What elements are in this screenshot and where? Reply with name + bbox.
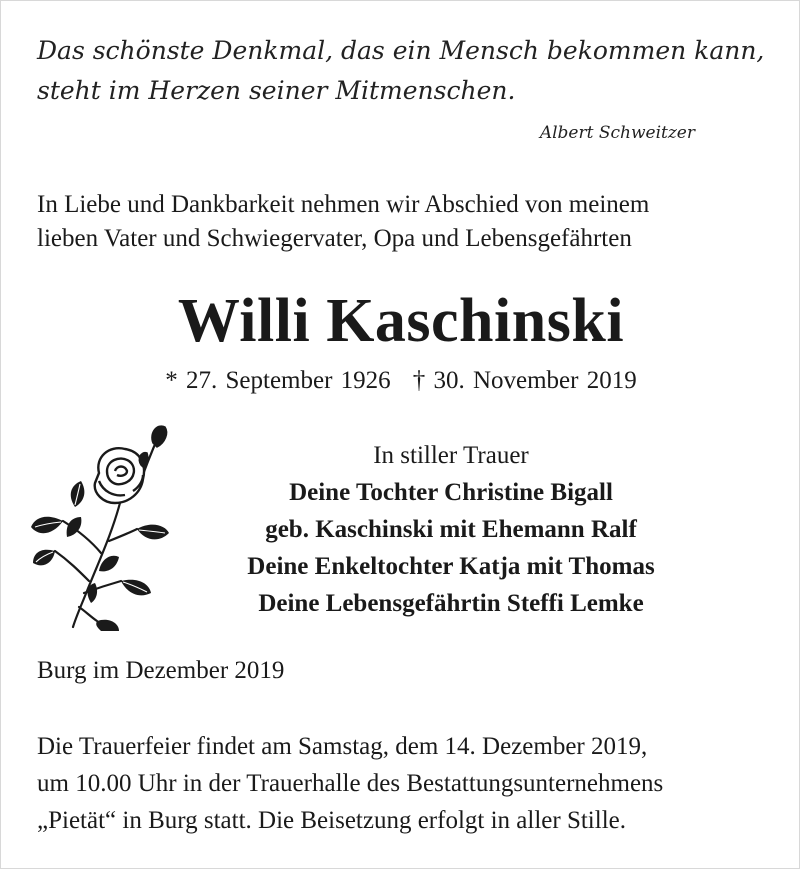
intro-line-1: In Liebe und Dankbarkeit nehmen wir Abschied von meinem <box>37 191 650 218</box>
deceased-name: Willi Kaschinski <box>177 287 625 355</box>
mourners-lead: In stiller Trauer <box>373 442 529 469</box>
funeral-info <box>37 728 777 839</box>
mourner-line-1: Deine Tochter Christine Bigall <box>289 479 613 506</box>
birth-date: * 27. September 1926 <box>165 367 391 394</box>
funeral-info-line-2: um 10.00 Uhr in der Trauerhalle des Bestattungsunternehmens <box>37 770 664 797</box>
quote-line-2: steht im Herzen seiner Mitmenschen. <box>37 76 516 105</box>
intro-line-2: lieben Vater und Schwiegervater, Opa und Lebensgefährten <box>37 225 632 252</box>
death-date: † 30. November 2019 <box>412 367 637 394</box>
mourners-block <box>151 437 751 622</box>
place-and-date: Burg im Dezember 2019 <box>37 657 285 684</box>
mourner-line-3: Deine Enkeltochter Katja mit Thomas <box>247 553 655 580</box>
mourner-line-2: geb. Kaschinski mit Ehemann Ralf <box>265 516 637 543</box>
quote-line-1: Das schönste Denkmal, das ein Mensch bekommen kann, <box>37 36 765 65</box>
memorial-quote <box>37 31 777 111</box>
intro-text <box>37 188 777 256</box>
quote-author: Albert Schweitzer <box>539 123 695 143</box>
funeral-info-line-1: Die Trauerfeier findet am Samstag, dem 14. Dezember 2019, <box>37 733 648 760</box>
life-dates <box>1 364 800 398</box>
funeral-info-line-3: „Pietät“ in Burg statt. Die Beisetzung erfolgt in aller Stille. <box>37 807 626 834</box>
mourner-line-4: Deine Lebensgefährtin Steffi Lemke <box>258 590 644 617</box>
